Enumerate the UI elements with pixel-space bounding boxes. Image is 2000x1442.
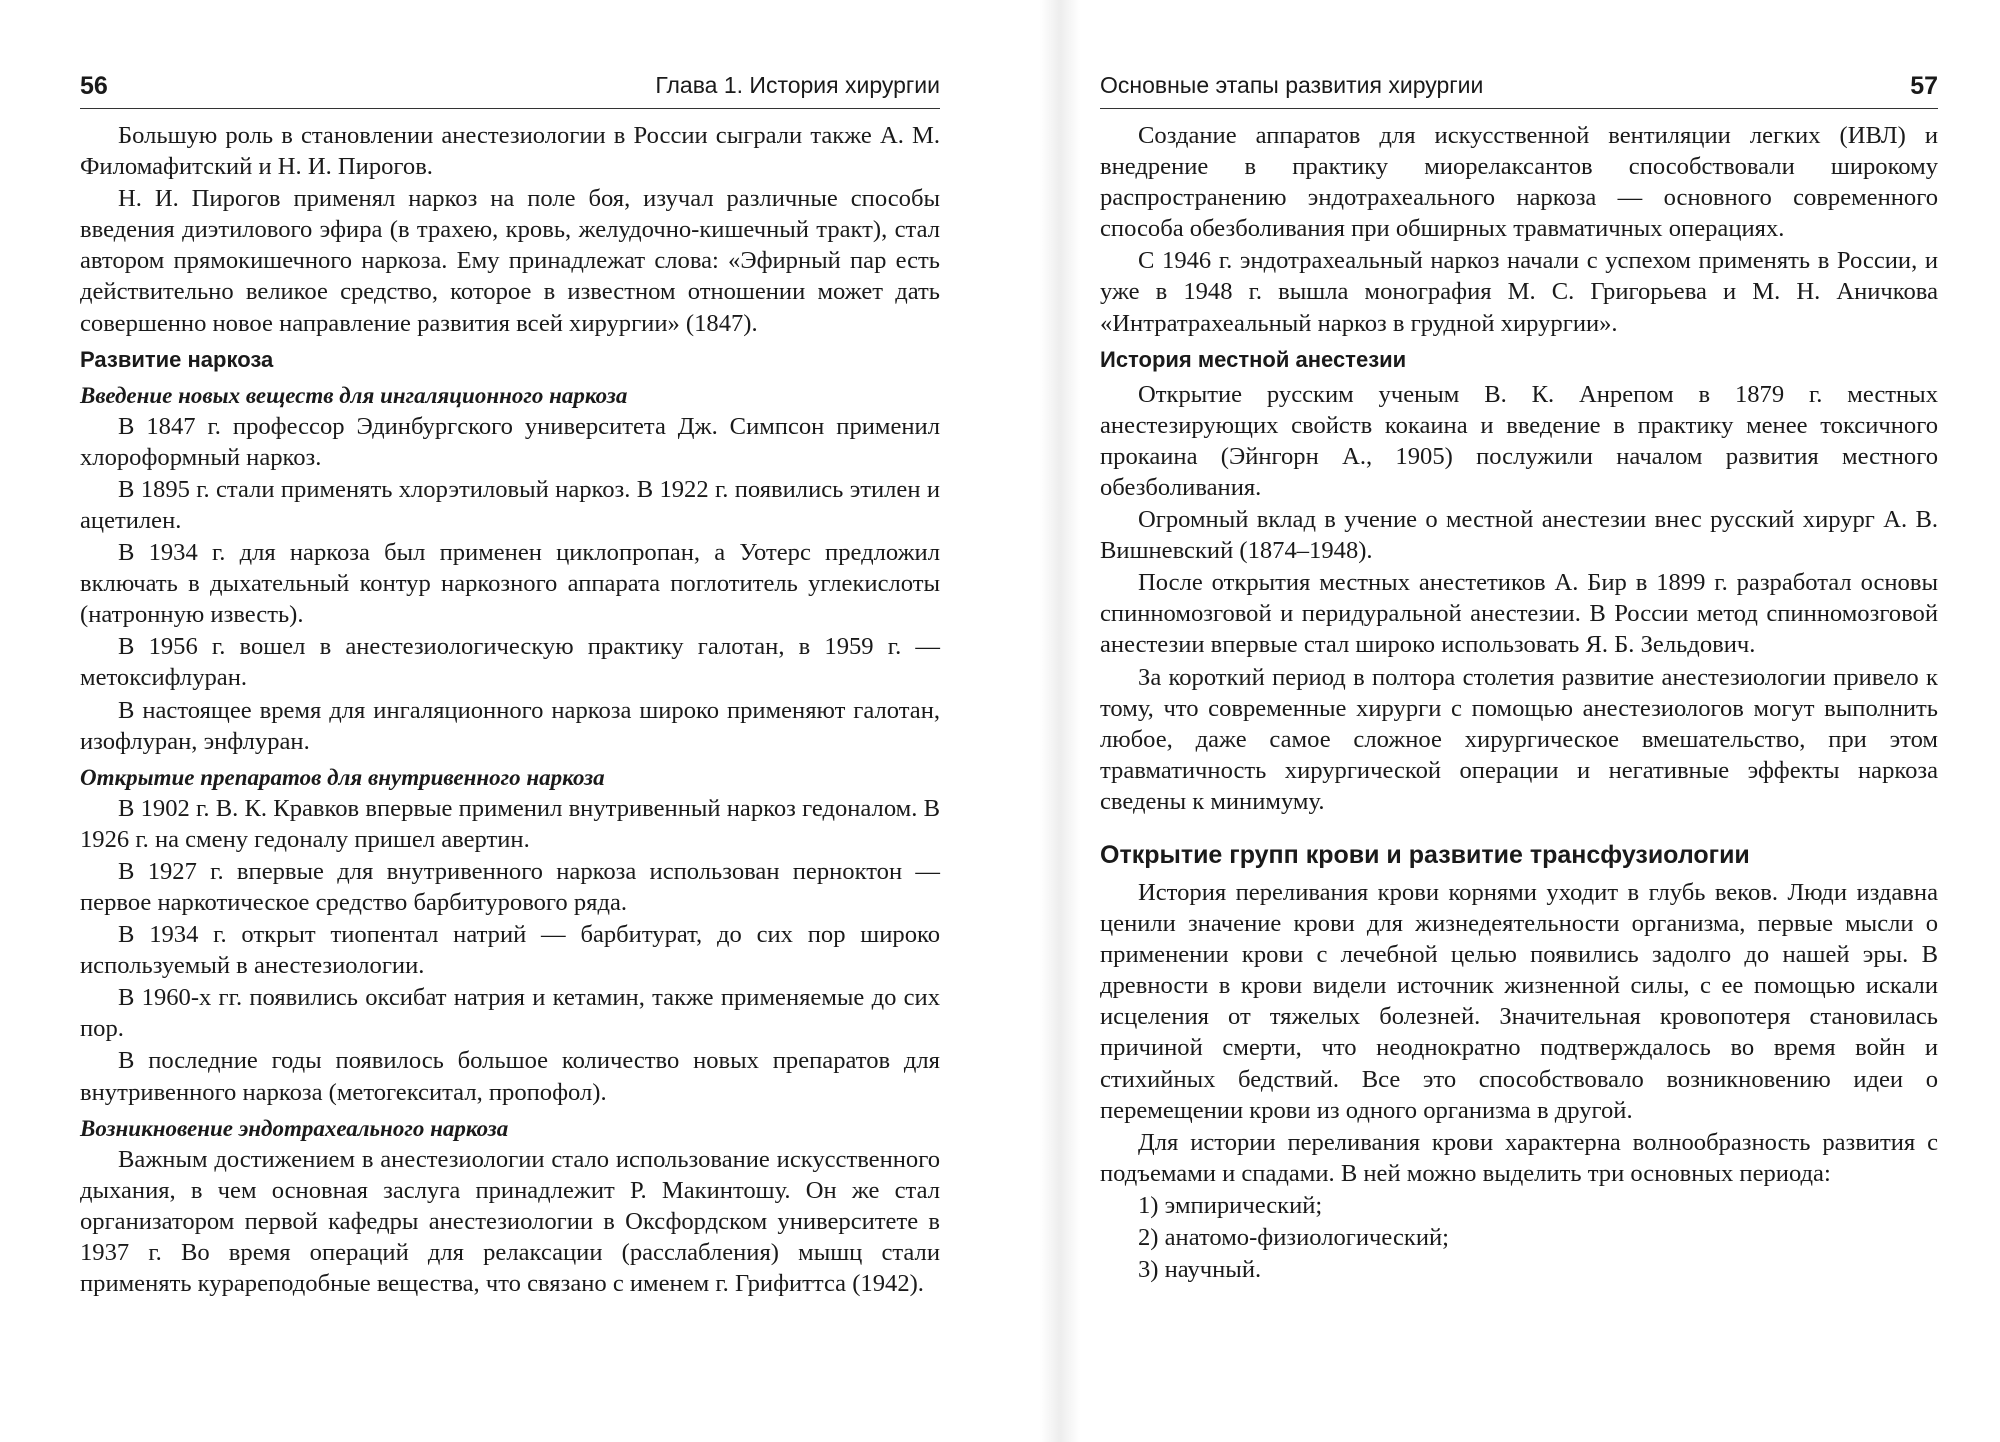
paragraph: В 1895 г. стали применять хлорэтиловый наркоз. В 1922 г. появились этилен и ацетилен. <box>80 475 940 534</box>
paragraph: В настоящее время для ингаляционного наркоза широко применяют галотан, изофлуран, энфлуран. <box>80 696 940 755</box>
paragraph: В 1934 г. открыт тиопентал натрий — барбитурат, до сих пор широко используемый в анестезиологии. <box>80 921 940 980</box>
left-page <box>80 0 940 1442</box>
paragraph: Н. И. Пирогов применял наркоз на поле боя, изучал различные способы введения диэтилового эфира (в трахею, кровь, желудочно-кишечный тракт), стал автором прямокишечного наркоза. Ему принадлежат слова: «Эфирный пар есть действительно великое средство, которое в известном отношении может дать совершенно новое направление развития всей хирургии» (1847). <box>80 185 940 337</box>
paragraph: В 1934 г. для наркоза был применен циклопропан, а Уотерс предложил включать в дыхательный контур наркозного аппарата поглотитель углекислоты (натронную известь). <box>80 539 940 629</box>
section-heading-blood-groups: Открытие групп крови и развитие трансфузиологии <box>1100 840 1750 869</box>
page-number-left: 56 <box>80 72 108 100</box>
left-page-body <box>80 120 940 1299</box>
right-running-head <box>1100 68 1938 109</box>
paragraph: В 1927 г. впервые для внутривенного наркоза использован пернoктон — первое наркотическое средство барбитурового ряда. <box>80 857 940 916</box>
paragraph: Создание аппаратов для искусственной вентиляции легких (ИВЛ) и внедрение в практику миорелаксантов способствовали широкому распространению эндотрахеального наркоза — основного современного способа обезболивания при обширных травматичных операциях. <box>1100 122 1938 243</box>
paragraph: После открытия местных анестетиков А. Бир в 1899 г. разработал основы спинномозговой и перидуральной анестезии. В России метод спинномозговой анестезии впервые стал широко использовать Я. Б. Зельдович. <box>1100 569 1938 659</box>
paragraph: История переливания крови корнями уходит в глубь веков. Люди издавна ценили значение крови для жизнедеятельности организма, первые мысли о применении крови с лечебной целью появились задолго до нашей эры. В древности в крови видели источник жизненной силы, с ее помощью искали исцеления от тяжелых болезней. Значительная кровопотеря становилась причиной смерти, что неоднократно подтверждалось во время войн и стихийных бедствий. Все это способствовало возникновению идеи о перемещении крови из одного организма в другой. <box>1100 878 1938 1124</box>
paragraph: Важным достижением в анестезиологии стало использование искусственного дыхания, в чем основная заслуга принадлежит Р. Макинтошу. Он же стал организатором первой кафедры анестезиологии в Оксфордском университете в 1937 г. Во время операций для релаксации (расслабления) мышц стали применять курареподобные вещества, что связано с именем г. Грифиттса (1942). <box>80 1145 940 1297</box>
paragraph: В 1956 г. вошел в анестезиологическую практику галотан, в 1959 г. — метоксифлуран. <box>80 633 940 692</box>
paragraph: Огромный вклад в учение о местной анестезии внес русский хирург А. В. Вишневский (1874–1948). <box>1100 506 1938 565</box>
paragraph: Открытие русским ученым В. К. Анрепом в 1879 г. местных анестезирующих свойств кокаина и введение в практику менее токсичного прокаина (Эйнгорн А., 1905) послужили началом развития местного обезболивания. <box>1100 380 1938 501</box>
list-item: 3) научный. <box>1138 1256 1262 1284</box>
paragraph: В 1902 г. В. К. Кравков впервые применил внутривенный наркоз гедоналом. В 1926 г. на смену гедоналу пришел авертин. <box>80 794 940 853</box>
section-heading-local-anesthesia: История местной анестезии <box>1100 346 1407 372</box>
subheading-inhalation: Введение новых веществ для ингаляционного наркоза <box>80 382 628 408</box>
subheading-endotracheal: Возникновение эндотрахеального наркоза <box>80 1115 509 1141</box>
paragraph: В 1847 г. профессор Эдинбургского университета Дж. Симпсон применил хлороформный наркоз. <box>80 412 940 471</box>
right-page <box>1100 0 1938 1442</box>
list-item: 1) эмпирический; <box>1138 1191 1323 1219</box>
left-running-head <box>80 68 940 109</box>
book-gutter <box>1040 0 1080 1442</box>
page-number-right: 57 <box>1910 72 1938 100</box>
chapter-title: Глава 1. История хирургии <box>655 72 940 98</box>
right-page-body <box>1100 120 1938 1285</box>
list-item: 2) анатомо-физиологический; <box>1138 1224 1449 1251</box>
paragraph: За короткий период в полтора столетия развитие анестезиологии привело к тому, что современные хирурги с помощью анестезиологов могут выполнить любое, даже самое сложное хирургическое вмешательство, при этом травматичность хирургической операции и негативные эффекты наркоза сведены к минимуму. <box>1100 663 1938 815</box>
paragraph: В 1960-х гг. появились оксибат натрия и кетамин, также применяемые до сих пор. <box>80 984 940 1043</box>
paragraph: В последние годы появилось большое количество новых препаратов для внутривенного наркоза (метогекситал, пропофол). <box>80 1047 940 1106</box>
section-running-title: Основные этапы развития хирургии <box>1100 72 1484 98</box>
section-heading-anesthesia: Развитие наркоза <box>80 346 274 372</box>
paragraph: Большую роль в становлении анестезиологии в России сыграли также А. М. Филомафитский и Н. И. Пирогов. <box>80 122 940 181</box>
paragraph: С 1946 г. эндотрахеальный наркоз начали с успехом применять в России, и уже в 1948 г. вышла монография М. С. Григорьева и М. Н. Аничкова «Интратрахеальный наркоз в грудной хирургии». <box>1100 247 1938 337</box>
subheading-intravenous: Открытие препаратов для внутривенного наркоза <box>80 764 605 790</box>
paragraph: Для истории переливания крови характерна волнообразность развития с подъемами и спадами. В ней можно выделить три основных периода: <box>1100 1128 1938 1187</box>
